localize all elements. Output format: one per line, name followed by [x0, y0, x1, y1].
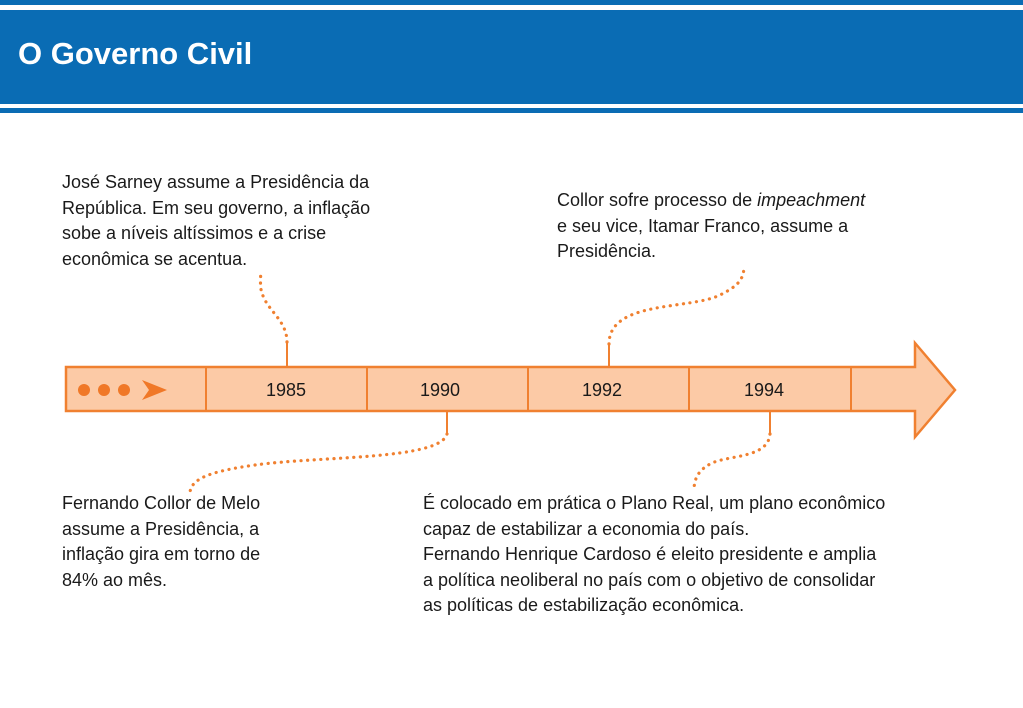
- lead-dot: [78, 384, 90, 396]
- year-label-1994: 1994: [743, 380, 785, 400]
- callout-line: 84% ao mês.: [62, 569, 168, 590]
- callout-1994: [423, 491, 885, 619]
- callout-line: Fernando Henrique Cardoso é eleito presidente e amplia: [423, 544, 877, 564]
- callout-line: José Sarney assume a Presidência da: [62, 172, 370, 192]
- connector-1990: [190, 412, 447, 492]
- callout-line: É colocado em prática o Plano Real, um plano econômico: [423, 493, 886, 513]
- connector-1985: [260, 270, 287, 366]
- callout-line: Presidência.: [557, 241, 657, 261]
- connector-1994: [694, 412, 770, 488]
- callout-italic-text: impeachment: [757, 190, 866, 210]
- callout-line: inflação gira em torno de: [62, 544, 261, 564]
- year-label-1985: 1985: [265, 380, 307, 400]
- callout-1990: [62, 491, 260, 593]
- lead-dot: [118, 384, 130, 396]
- year-label-1992: 1992: [581, 380, 623, 400]
- callout-1985: [62, 170, 370, 272]
- callout-line: a política neoliberal no país com o objetivo de consolidar: [423, 569, 876, 590]
- callout-text: Collor sofre processo de: [557, 190, 758, 210]
- callout-line: capaz de estabilizar a economia do país.: [423, 518, 750, 539]
- callout-line: sobe a níveis altíssimos e a crise: [62, 223, 327, 243]
- connector-1992: [609, 268, 744, 366]
- callout-line: [557, 188, 865, 214]
- callout-line: Fernando Collor de Melo: [62, 493, 261, 513]
- callout-line: econômica se acentua.: [62, 248, 248, 269]
- page-title: O Governo Civil: [18, 36, 253, 71]
- lead-dot: [98, 384, 110, 396]
- callout-line: assume a Presidência, a: [62, 518, 260, 539]
- callout-1992: [557, 188, 865, 265]
- callout-line: e seu vice, Itamar Franco, assume a: [557, 215, 849, 236]
- year-label-1990: 1990: [419, 380, 461, 400]
- callout-line: as políticas de estabilização econômica.: [423, 595, 745, 615]
- callout-line: República. Em seu governo, a inflação: [62, 197, 371, 218]
- timeline-arrow: [66, 343, 955, 437]
